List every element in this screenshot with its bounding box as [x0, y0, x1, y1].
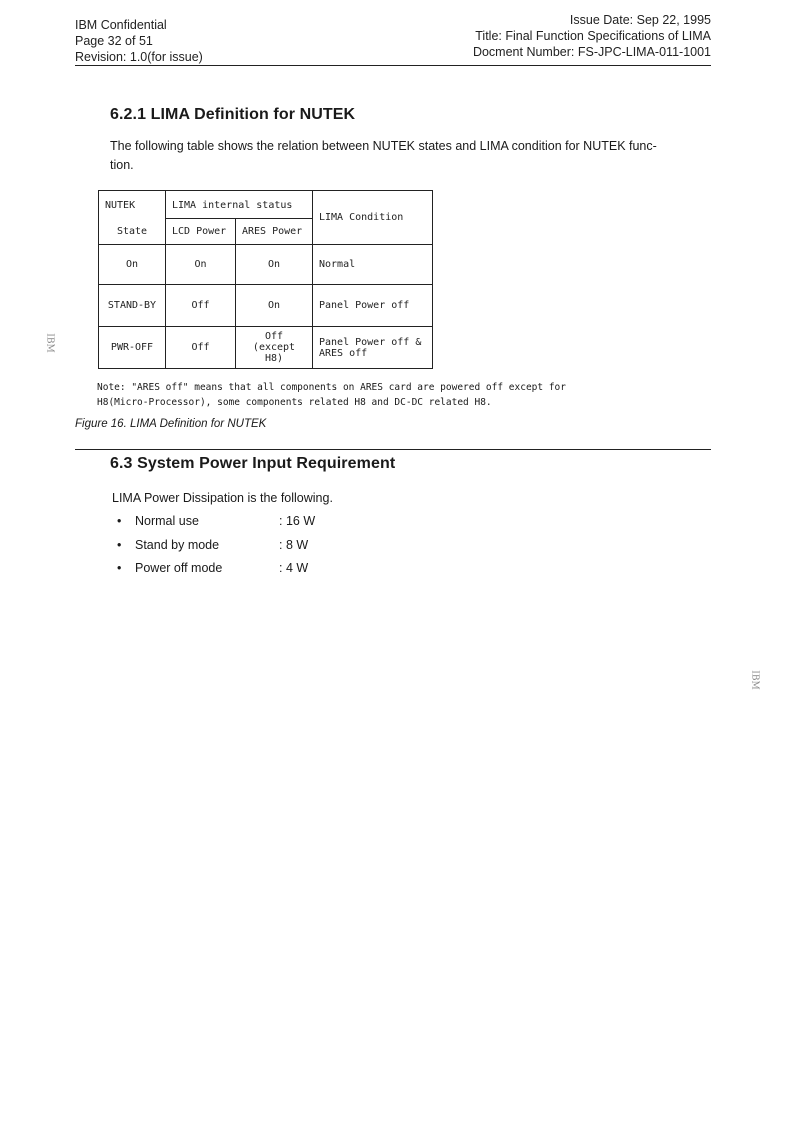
- item-label: Normal use: [135, 514, 199, 528]
- header-right: [473, 12, 711, 60]
- intro-line-2: tion.: [110, 158, 134, 172]
- document-number: Docment Number: FS-JPC-LIMA-011-1001: [472, 45, 711, 59]
- item-label: Stand by mode: [135, 538, 220, 552]
- header-lima-condition: LIMA Condition: [313, 191, 433, 245]
- figure-caption: Figure 16. LIMA Definition for NUTEK: [75, 418, 267, 430]
- list-item: [117, 561, 309, 575]
- note-line-2: H8(Micro-Processor), some components related H8 and DC-DC related H8.: [97, 397, 492, 408]
- item-value: : 4 W: [279, 561, 309, 575]
- note-line-1: Note: "ARES off" means that all components on ARES card are powered off except for: [97, 382, 566, 393]
- row-lcd: Off: [166, 285, 236, 327]
- section-intro: [110, 137, 657, 175]
- row-state: On: [99, 245, 166, 285]
- issue-date: Issue Date: Sep 22, 1995: [569, 13, 711, 27]
- header-divider: [75, 65, 711, 66]
- bullet-icon: •: [117, 538, 122, 552]
- header-left: [75, 17, 203, 65]
- power-intro: LIMA Power Dissipation is the following.: [112, 491, 333, 505]
- right-margin-stamp: IBM: [749, 670, 760, 690]
- row-ares: On: [236, 285, 313, 327]
- bullet-icon: •: [117, 561, 122, 575]
- table-row: [99, 285, 433, 327]
- list-item: [117, 538, 309, 552]
- item-label: Power off mode: [135, 561, 223, 575]
- item-value: : 16 W: [279, 514, 316, 528]
- intro-line-1: The following table shows the relation between NUTEK states and LIMA condition for NUTEK func-: [110, 139, 657, 153]
- confidential-label: IBM Confidential: [75, 18, 167, 32]
- header-lcd-power: LCD Power: [166, 219, 236, 245]
- document-title: Title: Final Function Specifications of LIMA: [475, 29, 711, 43]
- list-item: [117, 514, 316, 528]
- header-internal-status: LIMA internal status: [166, 191, 313, 219]
- row-condition-line-2: ARES off: [319, 347, 368, 359]
- row-state: STAND-BY: [99, 285, 166, 327]
- row-condition: Panel Power off: [313, 285, 433, 327]
- revision: Revision: 1.0(for issue): [75, 50, 203, 64]
- row-state: PWR-OFF: [99, 327, 166, 369]
- bullet-icon: •: [117, 514, 122, 528]
- row-condition-line-1: Panel Power off &: [319, 336, 422, 348]
- table-row: [99, 327, 433, 369]
- row-condition: Normal: [313, 245, 433, 285]
- row-ares-line-1: Off: [264, 331, 284, 342]
- header-ares-power: ARES Power: [236, 219, 313, 245]
- row-ares-line-2: (except H8): [252, 342, 296, 364]
- row-ares: On: [236, 245, 313, 285]
- header-state: State: [99, 219, 166, 245]
- table-note: [97, 380, 566, 410]
- nutek-state-table: [98, 190, 433, 369]
- section-heading-6-3: 6.3 System Power Input Requirement: [110, 455, 396, 472]
- row-ares: [236, 327, 313, 369]
- left-margin-stamp: IBM: [44, 333, 55, 353]
- row-lcd: Off: [166, 327, 236, 369]
- row-condition: [313, 327, 433, 369]
- section-divider: [75, 449, 711, 450]
- section-heading-6-2-1: 6.2.1 LIMA Definition for NUTEK: [110, 106, 356, 123]
- item-value: : 8 W: [279, 538, 309, 552]
- table-row: [99, 245, 433, 285]
- page-number: Page 32 of 51: [75, 34, 153, 48]
- header-nutek: NUTEK: [99, 191, 166, 219]
- row-lcd: On: [166, 245, 236, 285]
